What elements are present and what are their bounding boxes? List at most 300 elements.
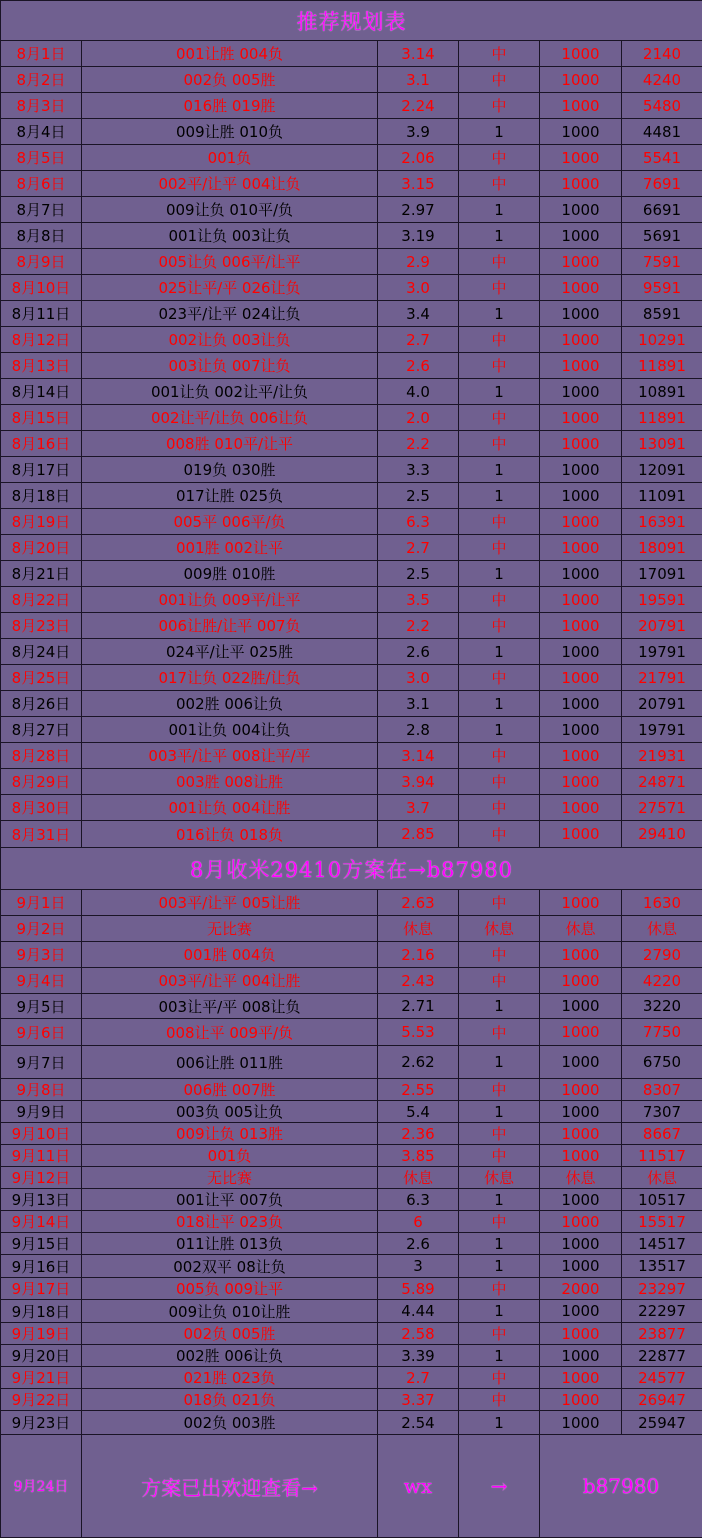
picks-cell: 017让负 022胜/让负 xyxy=(82,665,378,691)
odds-cell: 2.5 xyxy=(378,561,459,587)
stake-cell: 1000 xyxy=(540,1123,622,1145)
result-cell: 中 xyxy=(459,67,540,93)
total-cell: 3220 xyxy=(622,994,702,1019)
final-row xyxy=(1,1435,702,1538)
stake-cell: 1000 xyxy=(540,639,622,665)
date-cell: 9月1日 xyxy=(1,890,82,916)
picks-cell: 021胜 023负 xyxy=(82,1367,378,1389)
date-cell: 8月25日 xyxy=(1,665,82,691)
table-row xyxy=(1,968,702,994)
picks-cell: 无比赛 xyxy=(82,916,378,942)
table-row xyxy=(1,1145,702,1167)
table-row xyxy=(1,890,702,916)
total-cell: 10291 xyxy=(622,327,702,353)
result-cell: 中 xyxy=(459,1123,540,1145)
total-cell: 13091 xyxy=(622,431,702,457)
date-cell: 9月19日 xyxy=(1,1323,82,1345)
odds-cell: 5.89 xyxy=(378,1278,459,1300)
table-row xyxy=(1,1079,702,1101)
result-cell: 1 xyxy=(459,379,540,405)
picks-cell: 024平/让平 025胜 xyxy=(82,639,378,665)
stake-cell: 1000 xyxy=(540,457,622,483)
odds-cell: 2.7 xyxy=(378,1367,459,1389)
date-cell: 9月13日 xyxy=(1,1189,82,1211)
total-cell: 11091 xyxy=(622,483,702,509)
date-cell: 8月3日 xyxy=(1,93,82,119)
total-cell: 19591 xyxy=(622,587,702,613)
stake-cell: 1000 xyxy=(540,535,622,561)
stake-cell: 1000 xyxy=(540,665,622,691)
picks-cell: 006让胜/让平 007负 xyxy=(82,613,378,639)
result-cell: 中 xyxy=(459,249,540,275)
total-cell: 7591 xyxy=(622,249,702,275)
table-row xyxy=(1,405,702,431)
odds-cell: 休息 xyxy=(378,916,459,942)
total-cell: 6691 xyxy=(622,197,702,223)
stake-cell: 1000 xyxy=(540,968,622,994)
total-cell: 25947 xyxy=(622,1411,702,1435)
odds-cell: 3.94 xyxy=(378,769,459,795)
date-cell: 9月16日 xyxy=(1,1255,82,1278)
picks-cell: 006让胜 011胜 xyxy=(82,1046,378,1079)
table-row xyxy=(1,821,702,848)
summary-row xyxy=(1,848,702,890)
result-cell: 中 xyxy=(459,613,540,639)
table-row xyxy=(1,171,702,197)
result-cell: 1 xyxy=(459,197,540,223)
date-cell: 9月23日 xyxy=(1,1411,82,1435)
result-cell: 中 xyxy=(459,535,540,561)
result-cell: 1 xyxy=(459,1300,540,1323)
picks-cell: 002胜 006让负 xyxy=(82,691,378,717)
odds-cell: 3.19 xyxy=(378,223,459,249)
total-cell: 23297 xyxy=(622,1278,702,1300)
picks-cell: 005负 009让平 xyxy=(82,1278,378,1300)
date-cell: 8月12日 xyxy=(1,327,82,353)
result-cell: 1 xyxy=(459,639,540,665)
odds-cell: 4.0 xyxy=(378,379,459,405)
stake-cell: 1000 xyxy=(540,93,622,119)
result-cell: 中 xyxy=(459,353,540,379)
odds-cell: 2.8 xyxy=(378,717,459,743)
date-cell: 9月2日 xyxy=(1,916,82,942)
table-row xyxy=(1,353,702,379)
total-cell: 休息 xyxy=(622,916,702,942)
result-cell: 1 xyxy=(459,691,540,717)
stake-cell: 1000 xyxy=(540,379,622,405)
total-cell: 15517 xyxy=(622,1211,702,1233)
stake-cell: 1000 xyxy=(540,145,622,171)
odds-cell: 3.14 xyxy=(378,743,459,769)
total-cell: 10891 xyxy=(622,379,702,405)
total-cell: 20791 xyxy=(622,691,702,717)
picks-cell: 005让负 006平/让平 xyxy=(82,249,378,275)
date-cell: 9月14日 xyxy=(1,1211,82,1233)
table-row xyxy=(1,561,702,587)
result-cell: 中 xyxy=(459,275,540,301)
result-cell: 中 xyxy=(459,509,540,535)
result-cell: 中 xyxy=(459,171,540,197)
total-cell: 8667 xyxy=(622,1123,702,1145)
stake-cell: 1000 xyxy=(540,821,622,848)
odds-cell: 2.43 xyxy=(378,968,459,994)
result-cell: 休息 xyxy=(459,916,540,942)
total-cell: 20791 xyxy=(622,613,702,639)
stake-cell: 1000 xyxy=(540,509,622,535)
stake-cell: 1000 xyxy=(540,171,622,197)
final-date: 9月24日 xyxy=(1,1435,82,1538)
picks-cell: 002负 003胜 xyxy=(82,1411,378,1435)
odds-cell: 2.63 xyxy=(378,890,459,916)
picks-cell: 009胜 010胜 xyxy=(82,561,378,587)
date-cell: 9月12日 xyxy=(1,1167,82,1189)
odds-cell: 2.85 xyxy=(378,821,459,848)
date-cell: 8月17日 xyxy=(1,457,82,483)
date-cell: 8月5日 xyxy=(1,145,82,171)
stake-cell: 1000 xyxy=(540,994,622,1019)
odds-cell: 3.1 xyxy=(378,67,459,93)
stake-cell: 1000 xyxy=(540,197,622,223)
result-cell: 中 xyxy=(459,431,540,457)
final-arrow: → xyxy=(459,1435,540,1538)
table-row xyxy=(1,93,702,119)
table-row xyxy=(1,769,702,795)
total-cell: 21931 xyxy=(622,743,702,769)
picks-cell: 003平/让平 004让胜 xyxy=(82,968,378,994)
result-cell: 1 xyxy=(459,119,540,145)
total-cell: 11891 xyxy=(622,353,702,379)
date-cell: 9月10日 xyxy=(1,1123,82,1145)
picks-cell: 003负 005让负 xyxy=(82,1101,378,1123)
stake-cell: 1000 xyxy=(540,587,622,613)
stake-cell: 1000 xyxy=(540,223,622,249)
odds-cell: 2.54 xyxy=(378,1411,459,1435)
table-row xyxy=(1,275,702,301)
picks-cell: 009让负 013胜 xyxy=(82,1123,378,1145)
result-cell: 中 xyxy=(459,890,540,916)
table-row xyxy=(1,1255,702,1278)
odds-cell: 2.6 xyxy=(378,1233,459,1255)
result-cell: 1 xyxy=(459,1345,540,1367)
odds-cell: 2.62 xyxy=(378,1046,459,1079)
final-code: b87980 xyxy=(540,1435,702,1538)
date-cell: 8月9日 xyxy=(1,249,82,275)
odds-cell: 2.9 xyxy=(378,249,459,275)
total-cell: 23877 xyxy=(622,1323,702,1345)
date-cell: 8月11日 xyxy=(1,301,82,327)
stake-cell: 1000 xyxy=(540,1300,622,1323)
picks-cell: 003让平/平 008让负 xyxy=(82,994,378,1019)
odds-cell: 3 xyxy=(378,1255,459,1278)
date-cell: 9月7日 xyxy=(1,1046,82,1079)
table-row xyxy=(1,1019,702,1046)
stake-cell: 2000 xyxy=(540,1278,622,1300)
picks-cell: 003平/让平 005让胜 xyxy=(82,890,378,916)
result-cell: 1 xyxy=(459,483,540,509)
table-row xyxy=(1,587,702,613)
total-cell: 1630 xyxy=(622,890,702,916)
date-cell: 8月27日 xyxy=(1,717,82,743)
result-cell: 1 xyxy=(459,1101,540,1123)
table-row xyxy=(1,691,702,717)
date-cell: 8月14日 xyxy=(1,379,82,405)
stake-cell: 1000 xyxy=(540,795,622,821)
picks-cell: 002负 005胜 xyxy=(82,1323,378,1345)
date-cell: 9月11日 xyxy=(1,1145,82,1167)
odds-cell: 5.4 xyxy=(378,1101,459,1123)
total-cell: 11517 xyxy=(622,1145,702,1167)
picks-cell: 008让平 009平/负 xyxy=(82,1019,378,1046)
date-cell: 8月18日 xyxy=(1,483,82,509)
result-cell: 1 xyxy=(459,301,540,327)
table-row xyxy=(1,197,702,223)
result-cell: 1 xyxy=(459,1411,540,1435)
stake-cell: 1000 xyxy=(540,1079,622,1101)
table-row xyxy=(1,1167,702,1189)
odds-cell: 3.37 xyxy=(378,1389,459,1411)
stake-cell: 1000 xyxy=(540,1323,622,1345)
picks-cell: 006胜 007胜 xyxy=(82,1079,378,1101)
odds-cell: 3.5 xyxy=(378,587,459,613)
total-cell: 6750 xyxy=(622,1046,702,1079)
table-row xyxy=(1,916,702,942)
picks-cell: 005平 006平/负 xyxy=(82,509,378,535)
picks-cell: 001负 xyxy=(82,1145,378,1167)
stake-cell: 休息 xyxy=(540,1167,622,1189)
date-cell: 9月17日 xyxy=(1,1278,82,1300)
picks-cell: 002负 005胜 xyxy=(82,67,378,93)
odds-cell: 2.58 xyxy=(378,1323,459,1345)
date-cell: 9月18日 xyxy=(1,1300,82,1323)
result-cell: 中 xyxy=(459,1278,540,1300)
result-cell: 中 xyxy=(459,1079,540,1101)
table-row xyxy=(1,639,702,665)
result-cell: 1 xyxy=(459,561,540,587)
stake-cell: 1000 xyxy=(540,1019,622,1046)
stake-cell: 1000 xyxy=(540,1189,622,1211)
picks-cell: 002让平/让负 006让负 xyxy=(82,405,378,431)
result-cell: 1 xyxy=(459,1189,540,1211)
table-row xyxy=(1,145,702,171)
date-cell: 9月5日 xyxy=(1,994,82,1019)
result-cell: 1 xyxy=(459,1233,540,1255)
picks-cell: 001让负 004让胜 xyxy=(82,795,378,821)
odds-cell: 3.9 xyxy=(378,119,459,145)
result-cell: 中 xyxy=(459,968,540,994)
table-row xyxy=(1,457,702,483)
picks-cell: 001胜 002让平 xyxy=(82,535,378,561)
total-cell: 19791 xyxy=(622,639,702,665)
table-row xyxy=(1,1300,702,1323)
odds-cell: 6 xyxy=(378,1211,459,1233)
result-cell: 中 xyxy=(459,145,540,171)
odds-cell: 2.2 xyxy=(378,431,459,457)
total-cell: 22297 xyxy=(622,1300,702,1323)
stake-cell: 1000 xyxy=(540,1211,622,1233)
date-cell: 9月9日 xyxy=(1,1101,82,1123)
date-cell: 8月7日 xyxy=(1,197,82,223)
date-cell: 9月21日 xyxy=(1,1367,82,1389)
result-cell: 中 xyxy=(459,41,540,67)
odds-cell: 3.1 xyxy=(378,691,459,717)
date-cell: 9月3日 xyxy=(1,942,82,968)
stake-cell: 1000 xyxy=(540,1345,622,1367)
date-cell: 8月30日 xyxy=(1,795,82,821)
stake-cell: 1000 xyxy=(540,1101,622,1123)
date-cell: 8月1日 xyxy=(1,41,82,67)
total-cell: 9591 xyxy=(622,275,702,301)
total-cell: 休息 xyxy=(622,1167,702,1189)
odds-cell: 2.5 xyxy=(378,483,459,509)
result-cell: 中 xyxy=(459,1145,540,1167)
stake-cell: 1000 xyxy=(540,353,622,379)
result-cell: 1 xyxy=(459,1255,540,1278)
table-row xyxy=(1,1101,702,1123)
table-row xyxy=(1,509,702,535)
total-cell: 10517 xyxy=(622,1189,702,1211)
odds-cell: 3.14 xyxy=(378,41,459,67)
table-row xyxy=(1,1233,702,1255)
odds-cell: 2.24 xyxy=(378,93,459,119)
odds-cell: 2.7 xyxy=(378,327,459,353)
stake-cell: 1000 xyxy=(540,769,622,795)
stake-cell: 1000 xyxy=(540,561,622,587)
odds-cell: 2.2 xyxy=(378,613,459,639)
table-row xyxy=(1,1345,702,1367)
odds-cell: 2.97 xyxy=(378,197,459,223)
table-row xyxy=(1,301,702,327)
stake-cell: 1000 xyxy=(540,1255,622,1278)
table-row xyxy=(1,1323,702,1345)
picks-cell: 001让负 004让负 xyxy=(82,717,378,743)
result-cell: 中 xyxy=(459,1323,540,1345)
odds-cell: 3.15 xyxy=(378,171,459,197)
total-cell: 4481 xyxy=(622,119,702,145)
picks-cell: 011让胜 013负 xyxy=(82,1233,378,1255)
picks-cell: 018让平 023负 xyxy=(82,1211,378,1233)
odds-cell: 3.4 xyxy=(378,301,459,327)
odds-cell: 2.16 xyxy=(378,942,459,968)
odds-cell: 6.3 xyxy=(378,1189,459,1211)
odds-cell: 2.71 xyxy=(378,994,459,1019)
total-cell: 13517 xyxy=(622,1255,702,1278)
total-cell: 12091 xyxy=(622,457,702,483)
total-cell: 8591 xyxy=(622,301,702,327)
total-cell: 4220 xyxy=(622,968,702,994)
picks-cell: 019负 030胜 xyxy=(82,457,378,483)
total-cell: 24577 xyxy=(622,1367,702,1389)
stake-cell: 1000 xyxy=(540,431,622,457)
total-cell: 22877 xyxy=(622,1345,702,1367)
stake-cell: 1000 xyxy=(540,890,622,916)
stake-cell: 1000 xyxy=(540,1389,622,1411)
odds-cell: 3.39 xyxy=(378,1345,459,1367)
date-cell: 8月4日 xyxy=(1,119,82,145)
picks-cell: 023平/让平 024让负 xyxy=(82,301,378,327)
result-cell: 中 xyxy=(459,1389,540,1411)
table-row xyxy=(1,41,702,67)
stake-cell: 1000 xyxy=(540,405,622,431)
odds-cell: 3.7 xyxy=(378,795,459,821)
stake-cell: 1000 xyxy=(540,119,622,145)
stake-cell: 1000 xyxy=(540,1367,622,1389)
total-cell: 18091 xyxy=(622,535,702,561)
table-row xyxy=(1,1389,702,1411)
odds-cell: 2.7 xyxy=(378,535,459,561)
odds-cell: 2.36 xyxy=(378,1123,459,1145)
picks-cell: 001让负 003让负 xyxy=(82,223,378,249)
date-cell: 8月20日 xyxy=(1,535,82,561)
odds-cell: 2.6 xyxy=(378,639,459,665)
date-cell: 8月8日 xyxy=(1,223,82,249)
picks-cell: 002胜 006让负 xyxy=(82,1345,378,1367)
total-cell: 11891 xyxy=(622,405,702,431)
result-cell: 中 xyxy=(459,93,540,119)
table-row xyxy=(1,327,702,353)
picks-cell: 016胜 019胜 xyxy=(82,93,378,119)
total-cell: 5480 xyxy=(622,93,702,119)
odds-cell: 休息 xyxy=(378,1167,459,1189)
picks-cell: 002让负 003让负 xyxy=(82,327,378,353)
date-cell: 9月6日 xyxy=(1,1019,82,1046)
picks-cell: 002双平 08让负 xyxy=(82,1255,378,1278)
picks-cell: 016让负 018负 xyxy=(82,821,378,848)
picks-cell: 001胜 004负 xyxy=(82,942,378,968)
date-cell: 8月31日 xyxy=(1,821,82,848)
table-row xyxy=(1,1211,702,1233)
total-cell: 26947 xyxy=(622,1389,702,1411)
total-cell: 14517 xyxy=(622,1233,702,1255)
stake-cell: 1000 xyxy=(540,942,622,968)
table-row xyxy=(1,743,702,769)
total-cell: 7307 xyxy=(622,1101,702,1123)
table-row xyxy=(1,379,702,405)
date-cell: 8月28日 xyxy=(1,743,82,769)
result-cell: 休息 xyxy=(459,1167,540,1189)
date-cell: 8月10日 xyxy=(1,275,82,301)
result-cell: 1 xyxy=(459,717,540,743)
result-cell: 中 xyxy=(459,743,540,769)
picks-cell: 009让胜 010负 xyxy=(82,119,378,145)
picks-cell: 001让负 002让平/让负 xyxy=(82,379,378,405)
stake-cell: 1000 xyxy=(540,67,622,93)
picks-cell: 001让负 009平/让平 xyxy=(82,587,378,613)
date-cell: 8月22日 xyxy=(1,587,82,613)
total-cell: 4240 xyxy=(622,67,702,93)
table-row xyxy=(1,1046,702,1079)
picks-cell: 001让胜 004负 xyxy=(82,41,378,67)
table-row xyxy=(1,223,702,249)
odds-cell: 6.3 xyxy=(378,509,459,535)
picks-cell: 009让负 010平/负 xyxy=(82,197,378,223)
picks-cell: 001负 xyxy=(82,145,378,171)
stake-cell: 1000 xyxy=(540,1233,622,1255)
result-cell: 中 xyxy=(459,665,540,691)
total-cell: 19791 xyxy=(622,717,702,743)
date-cell: 9月8日 xyxy=(1,1079,82,1101)
stake-cell: 1000 xyxy=(540,1411,622,1435)
total-cell: 2140 xyxy=(622,41,702,67)
date-cell: 8月19日 xyxy=(1,509,82,535)
total-cell: 27571 xyxy=(622,795,702,821)
picks-cell: 017让胜 025负 xyxy=(82,483,378,509)
result-cell: 中 xyxy=(459,769,540,795)
total-cell: 29410 xyxy=(622,821,702,848)
date-cell: 9月22日 xyxy=(1,1389,82,1411)
total-cell: 8307 xyxy=(622,1079,702,1101)
august-summary: 8月收米29410方案在→b87980 xyxy=(1,848,702,890)
date-cell: 8月16日 xyxy=(1,431,82,457)
